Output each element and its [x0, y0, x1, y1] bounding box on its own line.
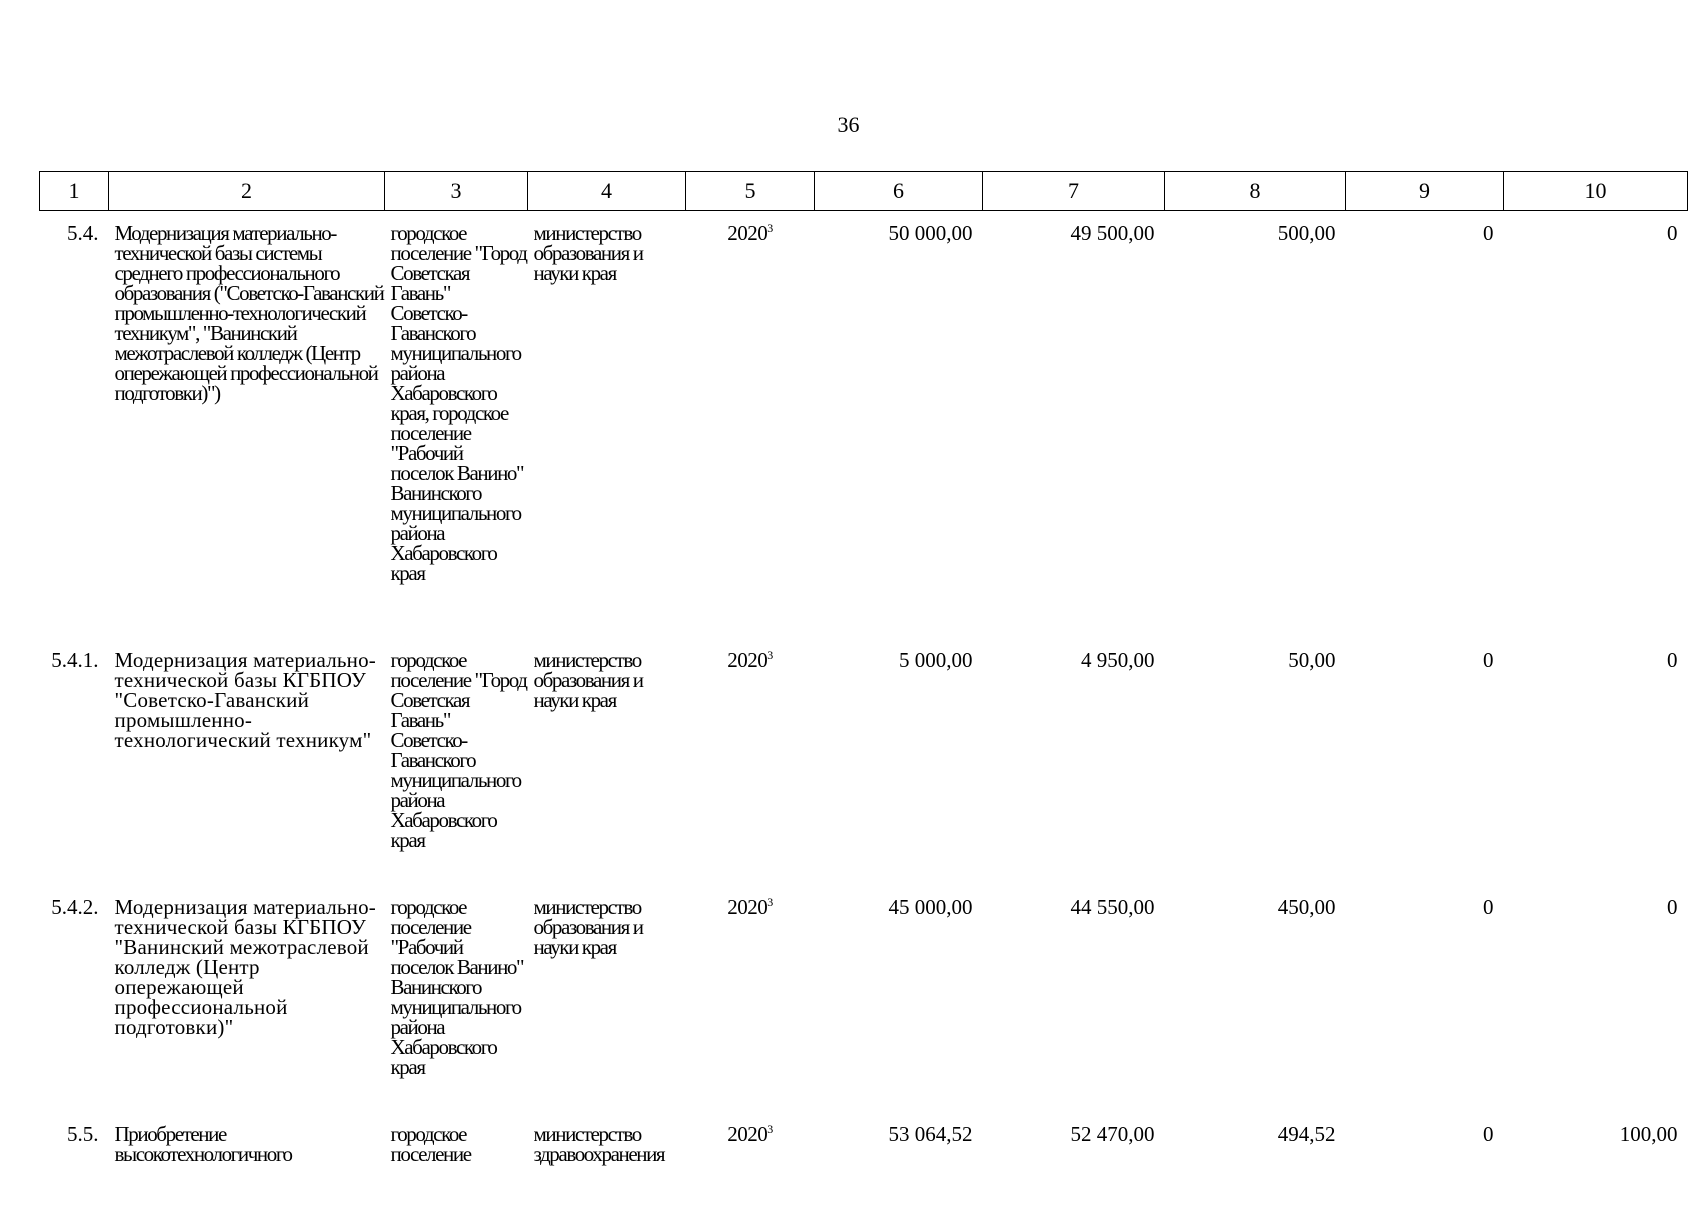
year-cell: [686, 211, 815, 639]
year: 2020: [727, 221, 768, 245]
table-row: [40, 885, 1688, 1112]
amount-col-9: 0: [1483, 648, 1494, 672]
total-amount: 50 000,00: [888, 221, 973, 245]
year: 2020: [727, 648, 768, 672]
executor: министерство образования и науки края: [533, 895, 643, 959]
column-header: 9: [1346, 172, 1504, 211]
executor: министерство образования и науки края: [533, 648, 643, 712]
year-footnote: 3: [767, 221, 773, 235]
year: 2020: [727, 1122, 768, 1146]
column-header: 1: [40, 172, 109, 211]
year-cell: [686, 885, 815, 1112]
amount-col-8: 50,00: [1288, 648, 1336, 672]
amount-col-7: 44 550,00: [1070, 895, 1155, 919]
amount-col-8: 450,00: [1277, 895, 1336, 919]
row-number: 5.4.1.: [51, 648, 99, 672]
location: городское поселение "Рабочий поселок Ванино" Ванинского муниципального района Хабаровского края: [390, 895, 524, 1079]
amount-col-8: 494,52: [1277, 1122, 1336, 1146]
amount-col-10: 100,00: [1619, 1122, 1678, 1146]
amount-col-10: 0: [1667, 221, 1678, 245]
executor: министерство здравоохранения: [533, 1122, 665, 1166]
year-footnote: 3: [767, 895, 773, 909]
amount-col-9: 0: [1483, 895, 1494, 919]
amount-col-9: 0: [1483, 221, 1494, 245]
location: городское поселение: [390, 1122, 471, 1166]
table-row: [40, 211, 1688, 639]
amount-col-10: 0: [1667, 895, 1678, 919]
column-header: 10: [1504, 172, 1688, 211]
row-number: 5.4.2.: [51, 895, 99, 919]
year-footnote: 3: [767, 1122, 773, 1136]
amount-col-7: 52 470,00: [1070, 1122, 1155, 1146]
amount-col-7: 4 950,00: [1081, 648, 1155, 672]
column-header: 4: [528, 172, 686, 211]
column-header: 5: [686, 172, 815, 211]
amount-col-9: 0: [1483, 1122, 1494, 1146]
location: городское поселение "Город Советская Гавань" Советско-Гаванского муниципального района Хабаровского края: [390, 648, 527, 852]
column-header: 3: [385, 172, 528, 211]
page-number: 36: [837, 112, 860, 137]
executor: министерство образования и науки края: [533, 221, 643, 285]
column-header: 6: [815, 172, 983, 211]
header-row: [40, 172, 1688, 211]
total-amount: 53 064,52: [888, 1122, 973, 1146]
table-row: [40, 638, 1688, 885]
total-amount: 5 000,00: [899, 648, 973, 672]
location: городское поселение "Город Советская Гавань" Советско-Гаванского муниципального района Хабаровского края, городское поселение "Рабочий поселок Ванино" Ванинского муниципального района Хабаровского края: [390, 221, 527, 585]
year-footnote: 3: [767, 648, 773, 662]
year: 2020: [727, 895, 768, 919]
measure-name: Модернизация материально-технической базы КГБПОУ "Ванинский межотраслевой колледж (Центр опережающей профессиональной подготовки)": [114, 895, 376, 1039]
amount-col-7: 49 500,00: [1070, 221, 1155, 245]
total-amount: 45 000,00: [888, 895, 973, 919]
measure-name: Модернизация материально-технической базы КГБПОУ "Советско-Гаванский промышленно-технологический техникум": [114, 648, 376, 752]
column-header: 8: [1165, 172, 1346, 211]
measure-name: Приобретение высокотехнологичного: [114, 1122, 292, 1166]
amount-col-8: 500,00: [1277, 221, 1336, 245]
measure-name: Модернизация материально-технической базы системы среднего профессионального образования ("Советско-Гаванский промышленно-технологический техникум", "Ванинский межотраслевой колледж (Центр опережающей профессиональной подготовки)"): [114, 221, 384, 405]
row-number: 5.4.: [67, 221, 99, 245]
row-number: 5.5.: [67, 1122, 99, 1146]
year-cell: [686, 1112, 815, 1214]
column-header: 7: [983, 172, 1165, 211]
year-cell: [686, 638, 815, 885]
program-table: [39, 171, 1688, 1214]
column-header: 2: [109, 172, 385, 211]
table-row: [40, 1112, 1688, 1214]
amount-col-10: 0: [1667, 648, 1678, 672]
